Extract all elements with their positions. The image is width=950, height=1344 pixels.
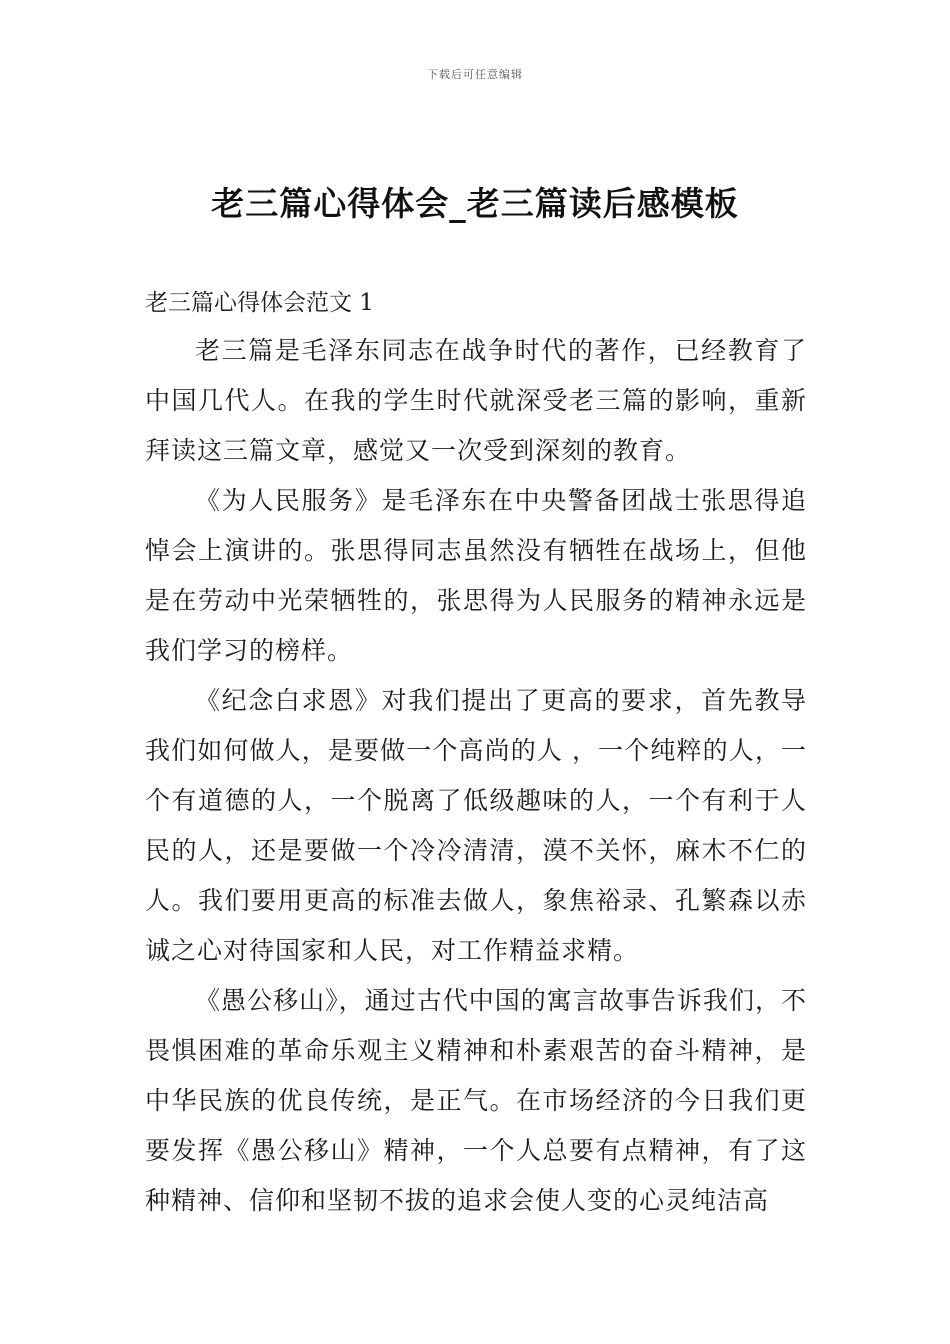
document-title: 老三篇心得体会_老三篇读后感模板 bbox=[211, 184, 739, 223]
body-text bbox=[145, 326, 807, 1226]
paragraph-foolish-old-man: 《愚公移山》，通过古代中国的寓言故事告诉我们，不畏惧困难的革命乐观主义精神和朴素艰苦的奋斗精神，是中华民族的优良传统，是正气。在市场经济的今日我们更要发挥《愚公移山》精神，一个人总要有点精神，有了这种精神、信仰和坚韧不拔的追求会使人变的心灵纯洁高 bbox=[145, 986, 807, 1215]
paragraph-in-memory-of-bethune: 《纪念白求恩》对我们提出了更高的要求，首先教导我们如何做人，是要做一个高尚的人 ，一个纯粹的人，一个有道德的人，一个脱离了低级趣味的人，一个有利于人民的人，还是要做一个冷冷清清，漠不关怀，麻木不仁的人。我们要用更高的标准去做人，象焦裕录、孔繁森以赤诚之心对待国家和人民，对工作精益求精。 bbox=[145, 686, 807, 965]
header-note: 下载后可任意编辑 bbox=[427, 68, 523, 81]
section-heading: 老三篇心得体会范文 1 bbox=[145, 290, 374, 316]
paragraph-serve-the-people: 《为人民服务》是毛泽东在中央警备团战士张思得追悼会上演讲的。张思得同志虽然没有牺牲在战场上，但他是在劳动中光荣牺牲的，张思得为人民服务的精神永远是我们学习的榜样。 bbox=[145, 486, 807, 665]
paragraph-intro: 老三篇是毛泽东同志在战争时代的著作，已经教育了中国几代人。在我的学生时代就深受老三篇的影响，重新拜读这三篇文章，感觉又一次受到深刻的教育。 bbox=[145, 336, 807, 465]
